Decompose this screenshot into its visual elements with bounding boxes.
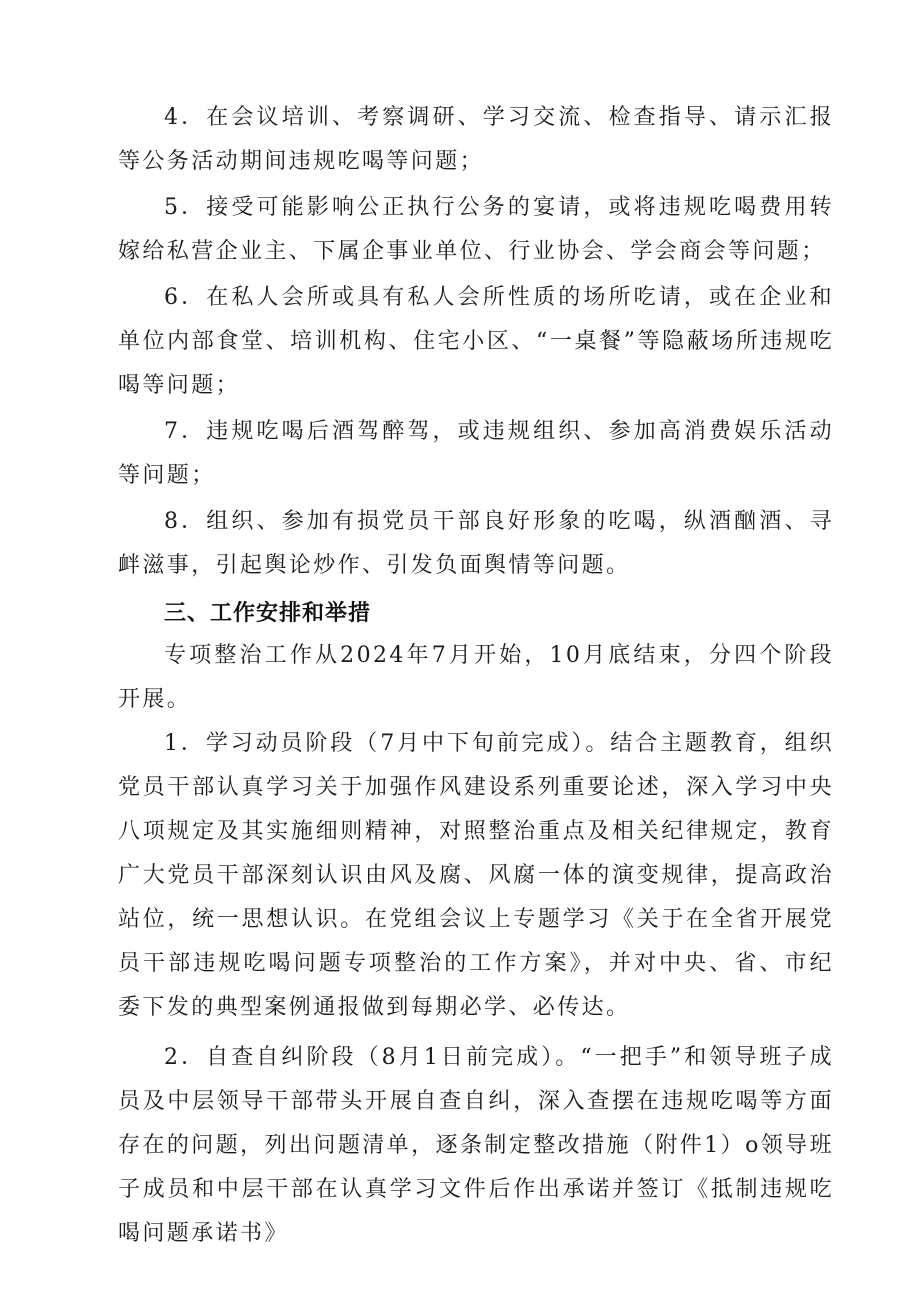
- list-item-6: 6．在私人会所或具有私人会所性质的场所吃请，或在企业和单位内部食堂、培训机构、住宅小区、“一桌餐”等隐蔽场所违规吃喝等问题；: [118, 285, 834, 398]
- list-item-7: 7．违规吃喝后酒驾醉驾，或违规组织、参加高消费娱乐活动等问题；: [118, 419, 834, 488]
- list-item-8: 8．组织、参加有损党员干部良好形象的吃喝，纵酒酗酒、寻衅滋事，引起舆论炒作、引发负面舆情等问题。: [118, 509, 834, 578]
- list-item-5: 5．接受可能影响公正执行公务的宴请，或将违规吃喝费用转嫁给私营企业主、下属企事业单位、行业协会、学会商会等问题；: [118, 195, 834, 264]
- section-intro: 专项整治工作从2024年7月开始，10月底结束，分四个阶段开展。: [118, 643, 834, 712]
- list-item-4: 4．在会议培训、考察调研、学习交流、检查指导、请示汇报等公务活动期间违规吃喝等问题；: [118, 105, 834, 174]
- stage-2-paragraph: 2．自查自纠阶段（8月1日前完成）。“一把手”和领导班子成员及中层领导干部带头开展自查自纠，深入查摆在违规吃喝等方面存在的问题，列出问题清单，逐条制定整改措施（附件1）o领导班子成员和中层干部在认真学习文件后作出承诺并签订《抵制违规吃喝问题承诺书》: [118, 1045, 834, 1246]
- stage-1-paragraph: 1．学习动员阶段（7月中下旬前完成）。结合主题教育，组织党员干部认真学习关于加强作风建设系列重要论述，深入学习中央八项规定及其实施细则精神，对照整治重点及相关纪律规定，教育广大党员干部深刻认识由风及腐、风腐一体的演变规律，提高政治站位，统一思想认识。在党组会议上专题学习《关于在全省开展党员干部违规吃喝问题专项整治的工作方案》，并对中央、省、市纪委下发的典型案例通报做到每期必学、必传达。: [118, 731, 834, 1020]
- section-heading: 三、工作安排和举措: [164, 601, 372, 626]
- document-body: [118, 96, 834, 1256]
